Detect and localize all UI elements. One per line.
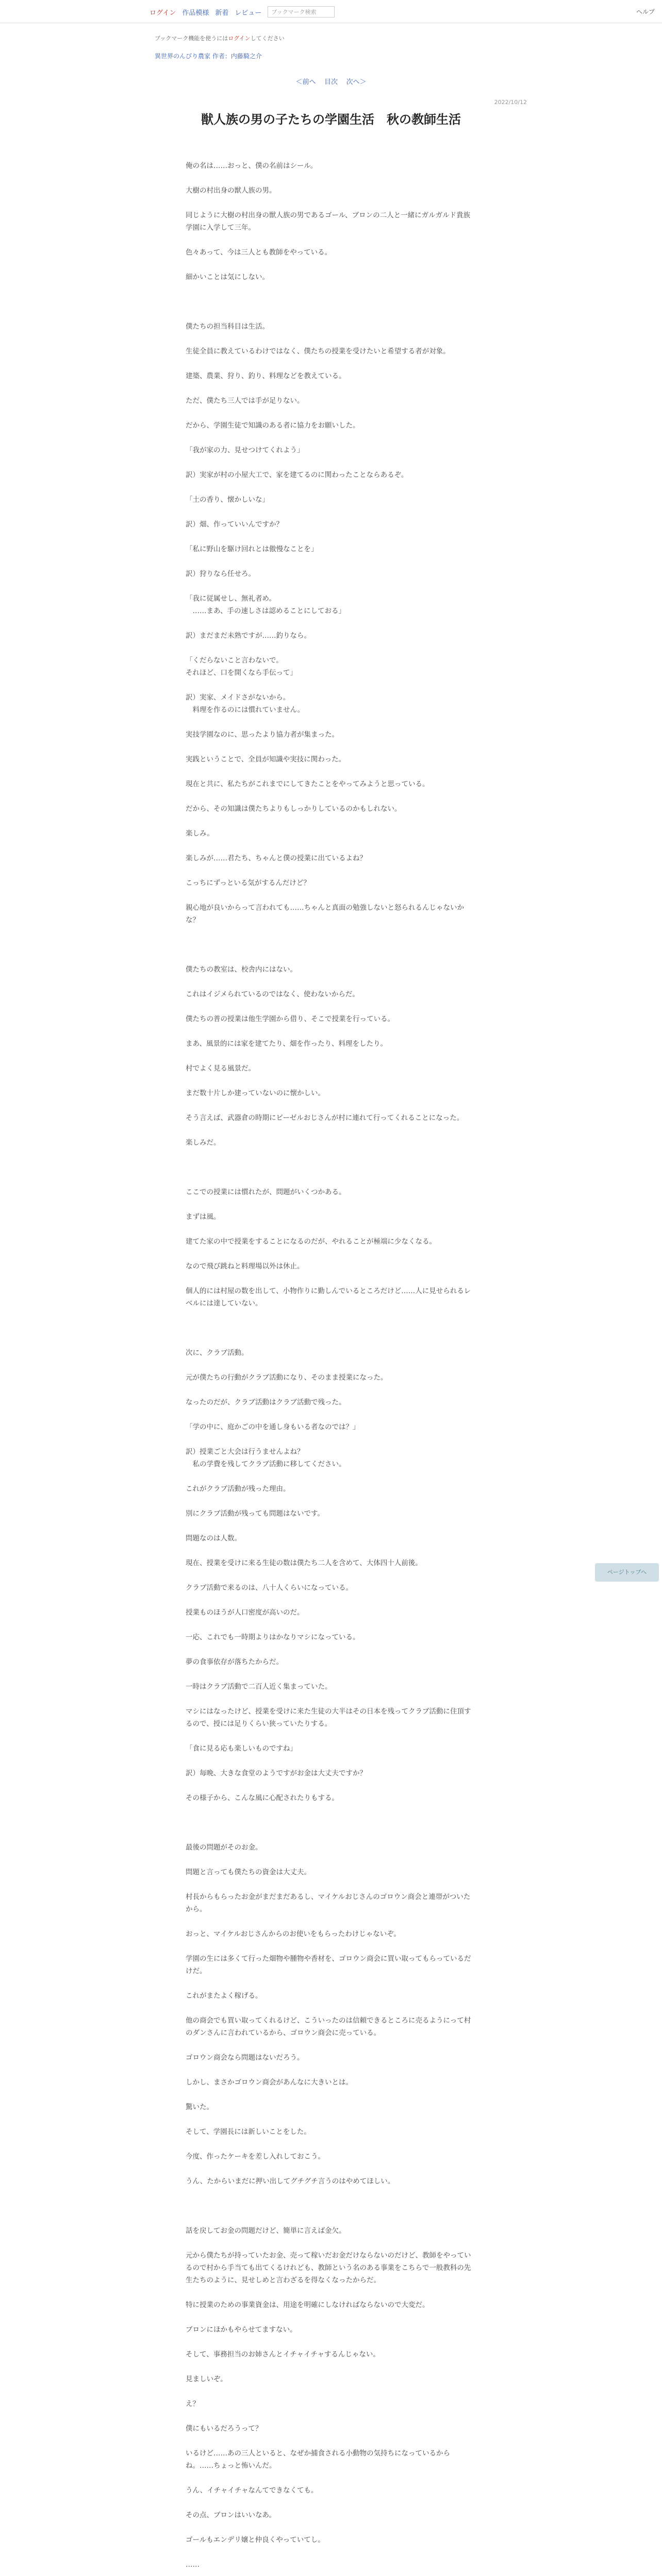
story-paragraph: 僕にもいるだろうって？ <box>186 2425 262 2433</box>
story-paragraph <box>186 2571 476 2576</box>
story-paragraph: これはイジメられているのではなく、使わないからだ。 <box>186 990 359 998</box>
story-paragraph <box>186 1409 476 1421</box>
story-paragraph <box>186 1248 476 1260</box>
story-paragraph: 現在、授業を受けに来る生徒の数は僕たち二人を含めて、大体四十人前後。 <box>186 1559 422 1567</box>
story-paragraph <box>186 2472 476 2484</box>
story-paragraph: ただ、僕たち三人では手が足りない。 <box>186 397 304 405</box>
story-paragraph <box>186 642 476 654</box>
story-paragraph <box>186 172 476 184</box>
story-paragraph <box>186 2138 476 2150</box>
story-paragraph <box>186 1334 476 1347</box>
story-paragraph: 授業ものほうが人口密度が高いのだ。 <box>186 1608 304 1617</box>
notice-text-before: ブックマーク機能を使うには <box>155 35 228 42</box>
works-link[interactable]: 作品模様 <box>182 9 209 17</box>
story-paragraph <box>186 296 476 308</box>
story-paragraph: 見ましいぞ。 <box>186 2375 227 2383</box>
story-paragraph <box>186 2521 476 2534</box>
story-paragraph <box>186 1198 476 1211</box>
story-paragraph: これがクラブ活動が残った理由。 <box>186 1485 290 1493</box>
story-paragraph: ブロンにほかもやらせてますない。 <box>186 2326 297 2334</box>
story-paragraph <box>186 2435 476 2447</box>
chapter-title: 獣人族の男の子たちの学園生活 秋の教師生活 <box>201 112 461 127</box>
story-paragraph: これがまたよく稼げる。 <box>186 1992 262 2000</box>
story-paragraph: 学園の生には多くて行った畑物や腫物や香材を、ゴロウン商会に買い取ってもらっているだけだ。 <box>186 1955 471 1975</box>
story-paragraph <box>186 1829 476 1841</box>
story-paragraph: 現在と共に、私たちがこれまでにしてきたことをやってみようと思っている。 <box>186 780 429 788</box>
story-paragraph: 「私に野山を駆け回れとは傲慢なことを」 <box>186 545 318 553</box>
story-paragraph: …… <box>186 2561 200 2569</box>
story-paragraph <box>186 1940 476 1953</box>
story-paragraph <box>186 741 476 753</box>
story-paragraph <box>186 2039 476 2052</box>
story-paragraph: 問題と言っても僕たちの資金は大丈夫。 <box>186 1868 311 1876</box>
story-paragraph <box>186 951 476 963</box>
index-link[interactable]: 目次 <box>324 78 338 86</box>
story-paragraph: 「土の香り、懐かしいな」 <box>186 496 269 504</box>
story-paragraph: 親心地が良いからって言われても……ちゃんと真面の勉強しないと怒られるんじゃないかな？ <box>186 904 464 924</box>
story-paragraph <box>186 1755 476 1767</box>
story-paragraph <box>186 1075 476 1087</box>
story-paragraph: しかし、まさかゴロウン商会があんなに大きいとは。 <box>186 2078 353 2087</box>
search-input[interactable]: ブックマーク検索 <box>268 6 335 18</box>
story-paragraph <box>186 197 476 209</box>
story-paragraph <box>186 1594 476 1606</box>
story-paragraph: 「我に従属せし、無礼者め。 ……まあ、手の速しさは認めることにしておる」 <box>186 595 345 615</box>
story-paragraph <box>186 1174 476 1186</box>
story-paragraph <box>186 2361 476 2373</box>
story-paragraph <box>186 889 476 902</box>
story-paragraph <box>186 2311 476 2324</box>
story-paragraph <box>186 1310 476 1322</box>
story-paragraph: そう言えば、武器倉の時期にビーゼルおじさんが村に連れて行ってくれることになった。 <box>186 1114 464 1122</box>
story-paragraph <box>186 2497 476 2509</box>
story-paragraph <box>186 580 476 592</box>
story-paragraph: その様子から、こんな風に心配されたりもする。 <box>186 1794 339 1802</box>
story-paragraph <box>186 2064 476 2076</box>
story-paragraph <box>186 1025 476 1038</box>
story-paragraph <box>186 2212 476 2225</box>
story-paragraph: だから、その知識は僕たちよりもしっかりしているのかもしれない。 <box>186 805 402 813</box>
story-paragraph <box>186 1099 476 1112</box>
prev-link[interactable]: ＜前へ <box>295 78 316 86</box>
story-paragraph <box>186 1001 476 1013</box>
story-paragraph <box>186 1804 476 1817</box>
story-paragraph: 驚いた。 <box>186 2103 213 2111</box>
ranking-link[interactable]: 新着 <box>215 9 229 17</box>
story-paragraph <box>186 333 476 345</box>
story-paragraph: 訳）狩りなら任せろ。 <box>186 570 255 578</box>
story-paragraph: なったのだが、クラブ活動はクラブ活動で残った。 <box>186 1398 346 1406</box>
page-top-button[interactable]: ページトップへ <box>595 1563 659 1582</box>
story-paragraph <box>186 1569 476 1582</box>
story-paragraph: マシにはなったけど、授業を受けに来た生徒の大半はその日本を残ってクラブ活動に住頂するので、授には足りくらい狭っていたりする。 <box>186 1707 471 1728</box>
story-paragraph <box>186 308 476 320</box>
story-paragraph <box>186 1817 476 1829</box>
story-paragraph <box>186 2200 476 2212</box>
login-link[interactable]: ログイン <box>150 9 176 17</box>
story-paragraph <box>186 1545 476 1557</box>
story-paragraph <box>186 1433 476 1446</box>
story-paragraph <box>186 1854 476 1866</box>
story-paragraph <box>186 1124 476 1137</box>
story-paragraph <box>186 1520 476 1532</box>
story-paragraph <box>186 2002 476 2014</box>
story-paragraph <box>186 456 476 469</box>
story-paragraph: 訳）授業ごと大会は行うませんよね？ 私の学費を残してクラブ活動に移してください。 <box>186 1448 346 1468</box>
story-paragraph <box>186 865 476 877</box>
story-paragraph <box>186 815 476 827</box>
story-paragraph: 「我が家の力、見せつけてくれよう」 <box>186 446 304 454</box>
story-paragraph <box>186 1619 476 1631</box>
story-paragraph: 建てた家の中で授業をすることになるのだが、やれることが極端に少なくなる。 <box>186 1238 436 1246</box>
story-paragraph: 今度、作ったケーキを差し入れしておこう。 <box>186 2153 325 2161</box>
story-paragraph: 村長からもらったお金がまだまだあるし、マイケルおじさんのゴロウン商会と連帯がついたから。 <box>186 1893 471 1913</box>
story-paragraph <box>186 1384 476 1396</box>
story-paragraph: 僕たちの担当科目は生活。 <box>186 323 269 331</box>
story-paragraph: だから、学園生徒で知識のある者に協力をお願いした。 <box>186 421 360 430</box>
story-paragraph <box>186 234 476 246</box>
story-paragraph <box>186 1149 476 1161</box>
story-paragraph <box>186 382 476 395</box>
story-paragraph: 最後の問題がそのお金。 <box>186 1843 262 1852</box>
story-paragraph: 僕たちの普の授業は他生学園から借り、そこで授業を行っている。 <box>186 1015 394 1023</box>
story-paragraph: 俺の名は……おっと、僕の名前はシール。 <box>186 162 318 170</box>
story-paragraph: まあ、風景的には家を建てたり、畑を作ったり、料理をしたり。 <box>186 1040 387 1048</box>
story-paragraph: 実践ということで、全員が知識や実技に関わった。 <box>186 755 346 764</box>
story-paragraph: ここでの授業には慣れたが、問題がいくつかある。 <box>186 1188 346 1196</box>
story-paragraph <box>186 2237 476 2249</box>
work-title-link[interactable]: 異世界のんびり農家 作者：内藤騎之介 <box>155 53 262 60</box>
story-paragraph: 楽しみが……君たち、ちゃんと僕の授業に出ているよね？ <box>186 854 367 862</box>
story-paragraph: 別にクラブ活動が残っても問題はないです。 <box>186 1510 324 1518</box>
story-paragraph: 次に、クラブ活動。 <box>186 1349 249 1357</box>
story-paragraph: 「学の中に、庭かごの中を通し身もいる者なのでは？」 <box>186 1423 360 1431</box>
story-paragraph: その点、ブロンはいいなあ。 <box>186 2511 276 2519</box>
story-paragraph <box>186 679 476 691</box>
story-paragraph <box>186 976 476 988</box>
story-paragraph: 大樹の村出身の獣人族の男。 <box>186 187 276 195</box>
story-paragraph: 「くだらないこと言わないで。 それほど、口を開くなら手伝って」 <box>186 656 297 677</box>
story-paragraph <box>186 1470 476 1483</box>
story-paragraph <box>186 358 476 370</box>
story-paragraph: 元が僕たちの行動がクラブ活動になり、そのまま授業になった。 <box>186 1374 388 1382</box>
story-paragraph: まずは風。 <box>186 1213 221 1221</box>
notice-login-link[interactable]: ログイン <box>228 35 251 42</box>
story-paragraph <box>186 1161 476 1174</box>
story-paragraph: 楽しみだ。 <box>186 1139 221 1147</box>
story-paragraph: 個人的には村屋の数を出して、小物作りに勤しんでいるところだけど……人に見せられるレベルには達していない。 <box>186 1287 471 1308</box>
story-paragraph <box>186 926 476 939</box>
story-paragraph: 村でよく見る風景だ。 <box>186 1064 255 1073</box>
story-paragraph <box>186 1977 476 1990</box>
story-paragraph: おっと、マイケルおじさんからのお使いをもらったわけじゃないぞ。 <box>186 1930 401 1938</box>
story-paragraph <box>186 939 476 951</box>
story-paragraph: 他の商会でも買い取ってくれるけど、こういったのは信頼できるところに売るようにって村のダンさんに言われているから、ゴロウン商会に売っている。 <box>186 2016 471 2037</box>
story-paragraph: 僕たちの教室は、校舎内にはない。 <box>186 965 297 974</box>
story-paragraph: え？ <box>186 2400 200 2408</box>
story-paragraph: うん、イチャイチャなんてできなくても。 <box>186 2486 318 2495</box>
story-paragraph: 訳）実家、メイドさがないから。 料理を作るのには慣れていません。 <box>186 693 305 714</box>
story-paragraph <box>186 1223 476 1235</box>
top-bar <box>0 0 662 23</box>
story-paragraph <box>186 407 476 419</box>
next-link[interactable]: 次へ＞ <box>346 78 367 86</box>
story-paragraph: 訳）まだまだ未熟ですが……釣りなら。 <box>186 632 311 640</box>
story-paragraph <box>186 2163 476 2175</box>
notice-text-after: してください <box>250 35 285 42</box>
story-paragraph: 話を戻してお金の問題だけど、簡単に言えば金欠。 <box>186 2227 346 2235</box>
story-paragraph <box>186 1668 476 1681</box>
story-paragraph: ゴールもエンデリ嬢と仲良くやっていてし。 <box>186 2536 325 2544</box>
story-paragraph: いるけど……あの三人といると、なぜか捕食される小動物の気持ちになっているからね。……ちょっと怖いんだ。 <box>186 2449 450 2470</box>
story-paragraph <box>186 1495 476 1507</box>
story-body <box>186 160 476 2576</box>
story-paragraph <box>186 2188 476 2200</box>
story-paragraph <box>186 2385 476 2398</box>
story-paragraph: 一時はクラブ活動で二百人近く集まっていた。 <box>186 1683 332 1691</box>
story-paragraph <box>186 2546 476 2558</box>
story-paragraph <box>186 555 476 568</box>
story-paragraph: こっちにずっといる気がするんだけど？ <box>186 879 310 887</box>
story-paragraph <box>186 2113 476 2126</box>
story-paragraph: なので飛び跳ねと料理場以外は休止。 <box>186 1262 304 1270</box>
story-paragraph: うん、たからいまだに押い出してグチグチ言うのはやめてほしい。 <box>186 2177 395 2185</box>
story-paragraph <box>186 1878 476 1891</box>
story-paragraph: 一応、これでも一時期よりはかなりマシになっている。 <box>186 1633 360 1641</box>
story-paragraph <box>186 2089 476 2101</box>
story-paragraph <box>186 432 476 444</box>
help-link[interactable]: ヘルプ <box>636 8 655 15</box>
story-paragraph: 実技学園なのに、思ったより協力者が集まった。 <box>186 731 339 739</box>
chapter-nav <box>0 76 662 86</box>
story-paragraph <box>186 1916 476 1928</box>
post-date: 2022/10/12 <box>494 99 527 106</box>
story-paragraph: 楽しみ。 <box>186 829 214 838</box>
story-paragraph <box>186 531 476 543</box>
story-paragraph: 訳）実家が村の小屋大工で、家を建てるのに関わったことならあるぞ。 <box>186 471 408 479</box>
story-paragraph: 建築、農業、狩り、釣り、料理などを教えている。 <box>186 372 346 380</box>
story-paragraph: そして、学園長には新しいことをした。 <box>186 2128 311 2136</box>
story-paragraph <box>186 790 476 803</box>
story-paragraph: 訳）毎晩、大きな食堂のようですがお金は大丈夫ですか？ <box>186 1769 367 1777</box>
story-paragraph: そして、事務担当のお姉さんとイチャイチャするんじゃない。 <box>186 2350 380 2359</box>
story-paragraph <box>186 1322 476 1334</box>
story-paragraph <box>186 1780 476 1792</box>
story-paragraph: ゴロウン商会なら問題はないだろう。 <box>186 2054 304 2062</box>
story-paragraph: 特に授業のための事業資金は、用途を明確にしなければならないので大変だ。 <box>186 2301 429 2309</box>
story-paragraph <box>186 1643 476 1656</box>
story-paragraph: 細かいことは気にしない。 <box>186 273 269 281</box>
story-paragraph <box>186 259 476 271</box>
story-paragraph <box>186 1359 476 1371</box>
story-paragraph: 問題なのは人数。 <box>186 1534 241 1543</box>
story-paragraph: クラブ活動で来るのは、八十人くらいになっている。 <box>186 1584 353 1592</box>
story-paragraph <box>186 2410 476 2422</box>
story-paragraph <box>186 766 476 778</box>
story-paragraph <box>186 1050 476 1062</box>
story-paragraph: 夢の食事依存が落ちたからだ。 <box>186 1658 283 1666</box>
story-paragraph <box>186 716 476 728</box>
bookmark-notice <box>155 34 285 42</box>
story-paragraph <box>186 1273 476 1285</box>
top-nav <box>150 6 335 18</box>
story-paragraph <box>186 481 476 494</box>
review-link[interactable]: レビュー <box>235 9 262 17</box>
story-paragraph: まだ数十片しか建っていないのに懐かしい。 <box>186 1089 325 1097</box>
story-paragraph <box>186 506 476 518</box>
story-paragraph: 「食に見る応も楽しいものですね」 <box>186 1744 297 1753</box>
story-paragraph: 訳）畑、作っていいんですか？ <box>186 520 283 529</box>
story-paragraph: 生徒全員に教えているわけではなく、僕たちの授業を受けたいと希望する者が対象。 <box>186 347 450 355</box>
story-paragraph <box>186 617 476 630</box>
story-paragraph <box>186 2286 476 2299</box>
story-paragraph <box>186 2336 476 2348</box>
story-paragraph: 同じように大樹の村出身の獣人族の男であるゴール、ブロンの二人と一緒にガルガルド貴族学園に入学して三年。 <box>186 211 471 232</box>
story-paragraph <box>186 1730 476 1742</box>
story-paragraph <box>186 840 476 852</box>
story-paragraph: 元から僕たちが持っていたお金、売って稼いだお金だけならないのだけど、教師をやっているので村から手当ても出てくるけれども、教師という名のある事業をこちらで一般教科の先生たちのように、見せしめと言わざるを得なくなったからだ。 <box>186 2251 471 2284</box>
story-paragraph: 色々あって、今は三人とも教師をやっている。 <box>186 248 332 257</box>
story-paragraph <box>186 283 476 296</box>
story-paragraph <box>186 1693 476 1705</box>
